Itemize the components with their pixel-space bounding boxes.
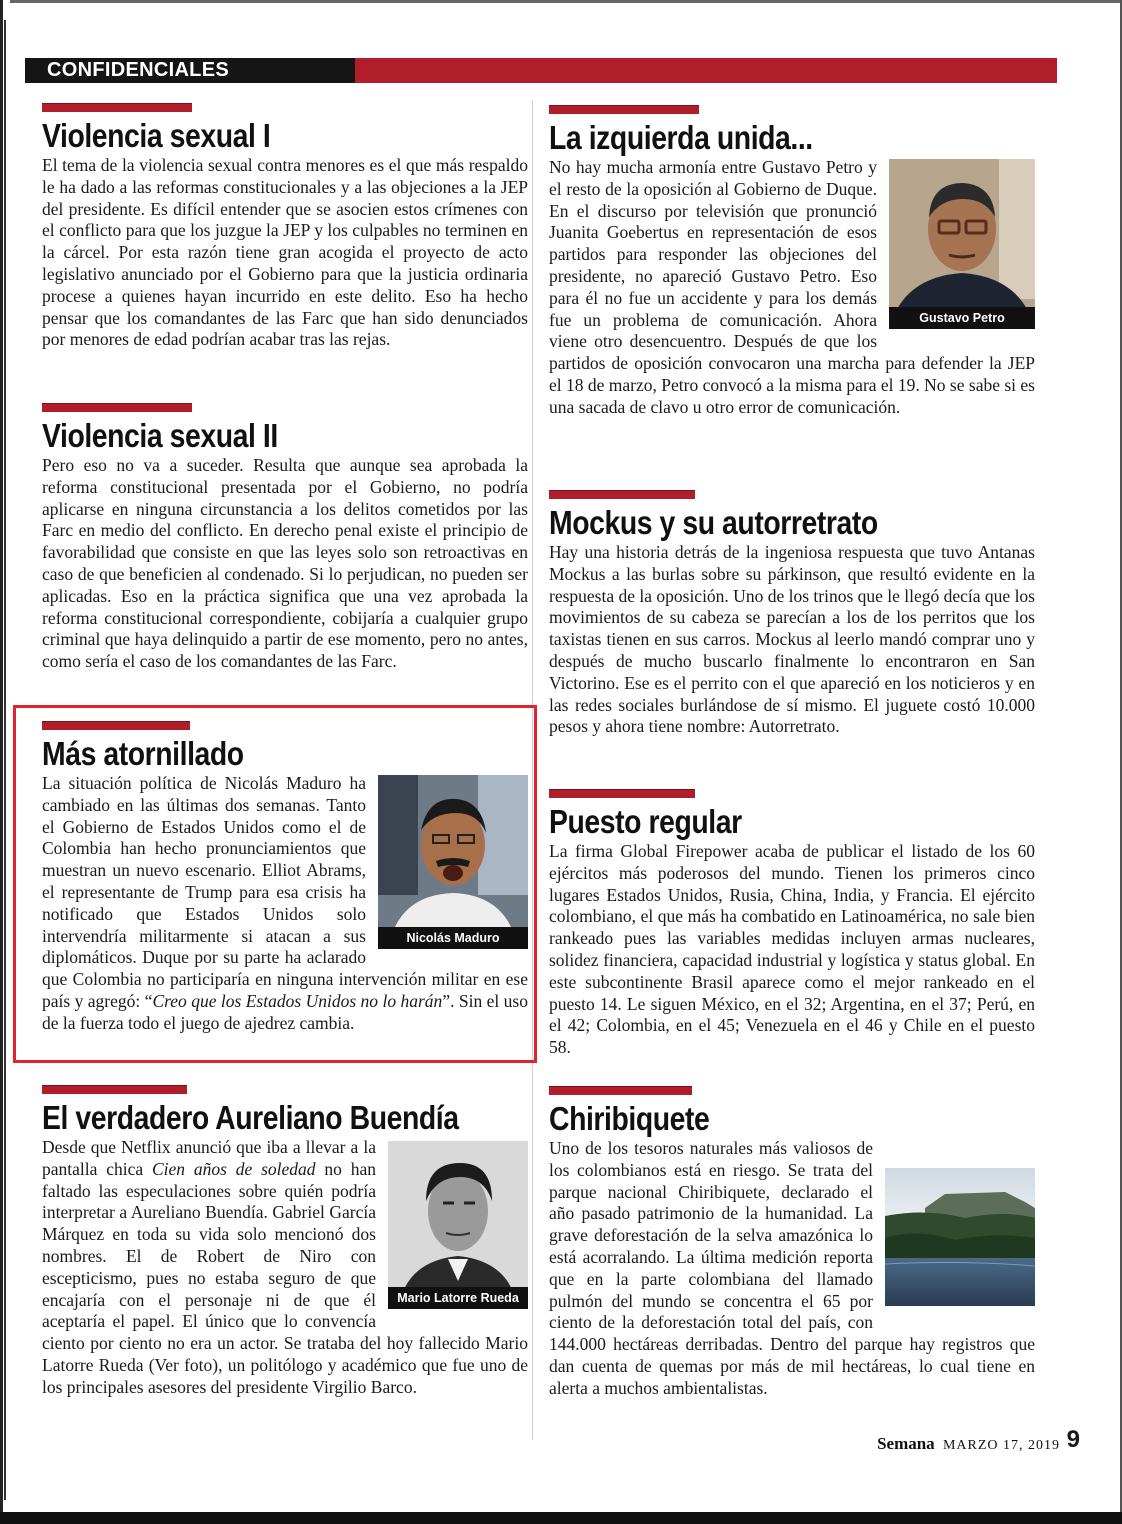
article-accent-bar [549, 105, 699, 114]
article-title: El verdadero Aureliano Buendía [42, 1099, 459, 1136]
article-body: Hay una historia detrás de la ingeniosa respuesta que tuvo Antanas Mockus a las burlas sobre su párkinson, que resultó evidente en la respuesta de la oposición. Uno de los trinos que le llegó decía que los movimientos de su cabeza se parecían a los de los perritos que los taxistas tienen en sus carros. Mockus al leerlo mandó comprar uno y después de mucho buscarlo finalmente lo encontraron en San Victorino. Ese es el perrito con el que apareció en los noticieros y en las redes sociales burlándose de sí mismo. El juguete costó 10.000 pesos y ahora tiene nombre: Autorretrato. [549, 542, 1035, 737]
article-body: El tema de la violencia sexual contra menores es el que más respaldo le ha dado a las reformas constitucionales y a las objeciones a la JEP del presidente. Es difícil entender que se asocien estos crímenes con el conflicto para que los juzgue la JEP y los culpables no terminen en la cárcel. Por esta razón tiene gran acogida el proyecto de acto legislativo anunciado por el Gobierno para que la justicia ordinaria procese a quienes hayan incurrido en este delito. Eso ha hecho pensar que los comandantes de las Farc que han sido denunciados por menores de edad podrían acabar tras las rejas. [42, 155, 528, 350]
article-accent-bar [549, 490, 695, 499]
article-body: Uno de los tesoros naturales más valiosos de los colombianos está en riesgo. Se trata del parque nacional Chiribiquete, declarado el año pasado patrimonio de la humanidad. La grave deforestación de la selva amazónica lo está acorralando. La última medición reporta que en la parte colombiana del llamado pulmón del mundo se concentra el 65 por ciento de la deforestación total del país, con 144.000 hectáreas derribadas. Dentro del parque hay registros que dan cuenta de quemas por más de mil hectáreas, lo cual tiene en alerta a muchos ambientalistas. [549, 1138, 1035, 1398]
article-title: Mockus y su autorretrato [549, 504, 878, 541]
article-title: La izquierda unida... [549, 119, 813, 156]
scan-edge-top [10, 0, 1122, 3]
photo-caption: Mario Latorre Rueda [388, 1287, 528, 1309]
page-number: 9 [1066, 1426, 1080, 1453]
article-accent-bar [42, 721, 190, 730]
article-violencia-sexual-2 [42, 403, 528, 673]
article-mockus-autorretrato [549, 490, 1035, 738]
photo-nicolas-maduro [378, 775, 528, 949]
article-title: Violencia sexual I [42, 117, 271, 154]
landscape-image [885, 1168, 1035, 1306]
magazine-name: Semana [877, 1434, 935, 1453]
article-accent-bar [42, 1085, 187, 1094]
portrait-image [889, 159, 1035, 329]
scan-edge-bottom [0, 1512, 1122, 1524]
body-text-part: no han faltado las especulaciones sobre quién podría interpretar a Aureliano Buendía. Gabriel García Márquez en toda su vida solo mencionó dos nombres. El de Robert de Niro con escepticismo, pues no estaba seguro de que encajaría con el personaje ni de que él aceptaría el papel. El único que lo convencía ciento por ciento no era un actor. Se trataba del hoy fallecido Mario Latorre Rueda (Ver foto), un politólogo y académico que fue uno de los principales asesores del presidente Virgilio Barco. [42, 1158, 528, 1397]
page-footer [877, 1434, 1060, 1454]
article-chiribiquete [549, 1086, 1035, 1400]
article-accent-bar [549, 1086, 692, 1095]
body-text-part: ”. Sin el uso de la fuerza todo el juego de ajedrez cambia. [42, 990, 528, 1033]
article-title: Puesto regular [549, 803, 742, 840]
body-text-part: Desde que Netflix anunció que iba a llevar a la pantalla chica [42, 1137, 376, 1179]
section-banner [25, 58, 1057, 83]
article-accent-bar [42, 403, 192, 412]
photo-caption: Nicolás Maduro [378, 927, 528, 949]
article-violencia-sexual-1 [42, 103, 528, 351]
article-accent-bar [549, 789, 695, 798]
article-izquierda-unida [549, 105, 1035, 419]
body-text-part: La situación política de Nicolás Maduro ha cambiado en las últimas dos semanas. Tanto el Gobierno de Estados Unidos como el de Colombia han hecho pronunciamientos que muestran un nuevo escenario. Elliot Abrams, el representante de Trump para esa crisis ha notificado que Estados Unidos solo intervendría militarmente si atacan a sus diplomáticos. Duque por su parte ha aclarado que Colombia no participaría en ninguna intervención militar en ese país y agregó: “ [42, 773, 528, 1011]
scan-edge-left-inner [4, 20, 6, 1500]
photo-caption: Gustavo Petro [889, 307, 1035, 329]
article-body: Pero eso no va a suceder. Resulta que aunque sea aprobada la reforma constitucional presentada por el Gobierno, no podría aplicarse en ninguna circunstancia a los delitos cometidos por las Farc en medio del conflicto. En derecho penal existe el principio de favorabilidad que consiste en que las leyes solo son retroactivas en caso de que beneficien al condenado. Si lo perjudican, no pueden ser aplicadas. Eso en la práctica significa que una vez aprobada la reforma constitucional correspondiente, cobijaría a cualquier grupo criminal que haya delinquido a partir de ese momento, pero no antes, como sería el caso de los comandantes de las Farc. [42, 455, 528, 672]
portrait-image [388, 1141, 528, 1309]
scan-edge-left [0, 0, 3, 1524]
photo-chiribiquete-landscape [885, 1168, 1035, 1306]
section-title: CONFIDENCIALES [47, 59, 229, 81]
article-puesto-regular [549, 789, 1035, 1059]
article-title: Más atornillado [42, 735, 244, 772]
photo-gustavo-petro [889, 159, 1035, 329]
article-title: Chiribiquete [549, 1100, 710, 1137]
article-mas-atornillado [42, 721, 528, 1035]
photo-mario-latorre-rueda [388, 1141, 528, 1309]
article-accent-bar [42, 103, 192, 112]
issue-date: MARZO 17, 2019 [942, 1438, 1060, 1453]
article-title: Violencia sexual II [42, 417, 278, 454]
article-aureliano-buendia [42, 1085, 528, 1399]
book-title: Cien años de soledad [151, 1158, 316, 1179]
quote: Creo que los Estados Unidos no lo harán [152, 990, 443, 1011]
section-banner-tab [25, 58, 355, 83]
article-body: La firma Global Firepower acaba de publicar el listado de los 60 ejércitos más poderosos del mundo. Tienen los primeros cinco lugares Estados Unidos, Rusia, China, India, y Francia. El ejército colombiano, el que más ha combatido en Latinoamérica, no sale bien rankeado pues las variables medidas incluyen armas nucleares, solidez financiera, capacidad industrial y logística y status global. En este subcontinente Brasil aparece como el mejor rankeado en el puesto 14. Le siguen México, en el 32; Argentina, en el 37; Perú, en el 42; Colombia, en el 45; Venezuela en el 46 y Chile en el puesto 58. [549, 841, 1035, 1058]
portrait-image [378, 775, 528, 949]
article-body: No hay mucha armonía entre Gustavo Petro y el resto de la oposición al Gobierno de Duque. En el discurso por televisión que pronunció Juanita Goebertus en representación de esos partidos para responder las objeciones del presidente, no apareció Gustavo Petro. Eso para él no fue un accidente y para los demás fue un problema de comunicación. Ahora viene otro desencuentro. Después de que los partidos de oposición convocaron una marcha para defender la JEP el 18 de marzo, Petro convocó a la misma para el 19. No se sabe si es una sacada de clavo u otro error de comunicación. [549, 157, 1035, 417]
